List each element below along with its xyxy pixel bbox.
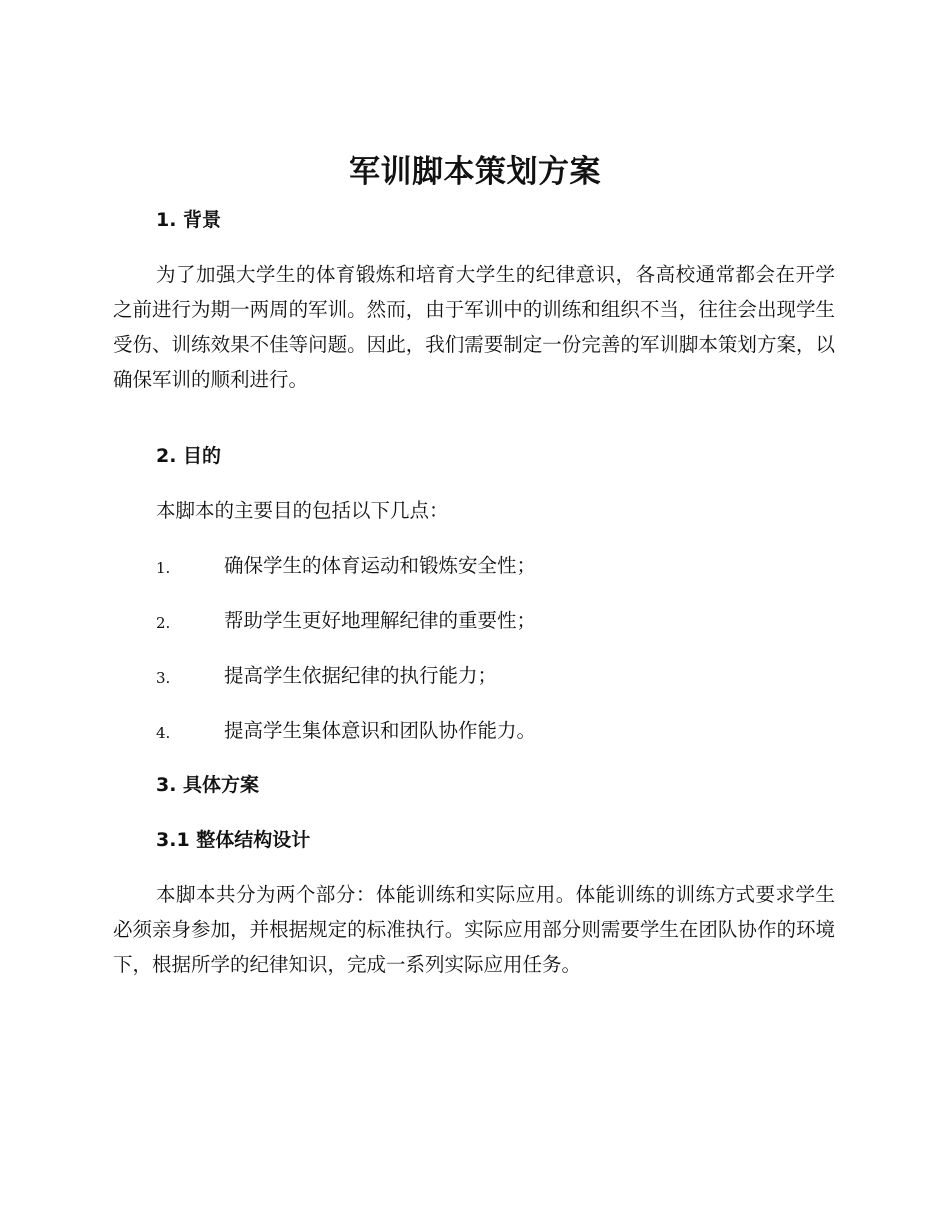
- list-item: [156, 552, 836, 580]
- list-item-text: 提高学生集体意识和团队协作能力。: [224, 719, 537, 742]
- list-item-text: 确保学生的体育运动和锻炼安全性；: [224, 554, 537, 577]
- subsection-heading-structure: 3.1 整体结构设计: [156, 829, 311, 851]
- list-item-text: 提高学生依据纪律的执行能力；: [224, 664, 498, 687]
- list-item: [156, 717, 836, 745]
- list-item-number: 2.: [156, 614, 171, 632]
- list-item-text: 帮助学生更好地理解纪律的重要性；: [224, 609, 537, 632]
- list-item-number: 1.: [156, 559, 171, 577]
- plan-paragraph: 本脚本共分为两个部分：体能训练和实际应用。体能训练的训练方式要求学生必须亲身参加，并根据规定的标准执行。实际应用部分则需要学生在团队协作的环境下，根据所学的纪律知识，完成一系列实际应用任务。: [113, 883, 835, 976]
- document-title: 军训脚本策划方案: [349, 154, 601, 190]
- list-item-number: 3.: [156, 669, 171, 687]
- list-item: [156, 607, 836, 635]
- background-paragraph: 为了加强大学生的体育锻炼和培育大学生的纪律意识，各高校通常都会在开学之前进行为期一两周的军训。然而，由于军训中的训练和组织不当，往往会出现学生受伤、训练效果不佳等问题。因此，我们需要制定一份完善的军训脚本策划方案，以确保军训的顺利进行。: [113, 263, 835, 391]
- section-heading-purpose: 2. 目的: [156, 445, 222, 467]
- purpose-intro: 本脚本的主要目的包括以下几点：: [156, 499, 449, 522]
- section-heading-plan: 3. 具体方案: [156, 774, 260, 796]
- list-item: [156, 662, 836, 690]
- list-item-number: 4.: [156, 724, 171, 742]
- section-heading-background: 1. 背景: [156, 209, 222, 231]
